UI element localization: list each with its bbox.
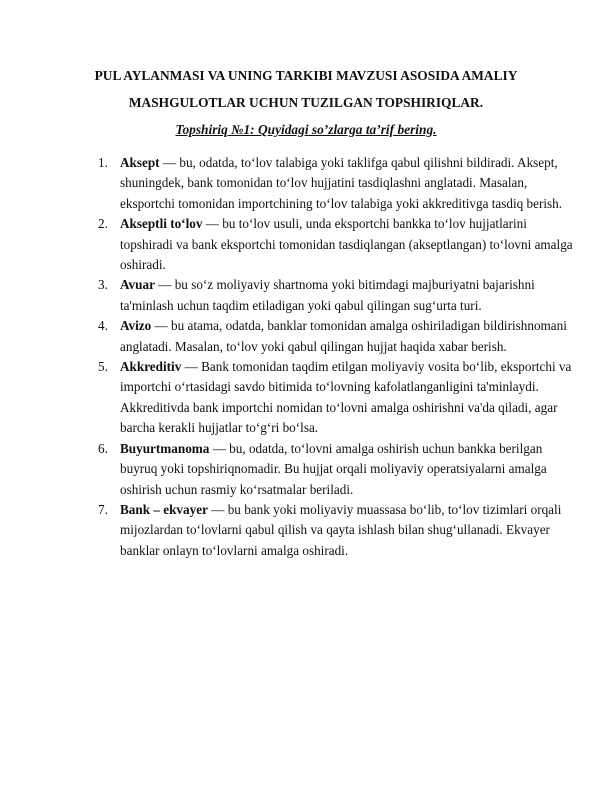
task-heading: Topshiriq №1: Quyidagi so’zlarga ta’rif bering. [175,122,437,137]
list-item [98,357,580,439]
item-term: Avizo [120,318,152,334]
item-term: Bank – ekvayer [120,501,208,517]
item-term: Avuar [120,277,155,293]
item-definition: — bu, odatda, to‘lovni amalga oshirish uchun bankka berilgan buyruq yoki topshiriqnomadir. Bu hujjat orqali moliyaviy operatsiyalarni amalga oshirish uchun rasmiy ko‘rsatmalar beriladi. [120,440,547,497]
item-number: 7. [98,501,108,517]
item-number: 3. [98,277,108,293]
item-number: 6. [98,440,108,456]
list-item [98,275,580,316]
item-definition: — bu atama, odatda, banklar tomonidan amalga oshiriladigan bildirishnomani anglatadi. Masalan, to‘lov yoki qabul qilingan hujjat haqida xabar berish. [120,318,567,354]
item-definition: — bu so‘z moliyaviy shartnoma yoki bitimdagi majburiyatni bajarishni ta'minlash uchun taqdim etiladigan yoki qabul qilingan sug‘urta turi. [120,277,535,313]
item-definition: — Bank tomonidan taqdim etilgan moliyaviy vosita bo‘lib, eksportchi va importchi o‘rtasidagi savdo bitimida to‘lovning kafolatlanganligini ta'minlaydi. Akkreditivda bank importchi nomidan to‘lovni amalga oshirishni va'da qiladi, agar barcha kerakli hujjatlar to‘g‘ri bo‘lsa. [120,359,572,436]
item-term: Aksept [120,155,160,170]
list-item [98,214,580,275]
list-item [98,500,580,561]
list-item [98,439,580,500]
document-title: PUL AYLANMASI VA UNING TARKIBI MAVZUSI ASOSIDA AMALIY MASHGULOTLAR UCHUN TUZILGAN TOPSHIRIQLAR. [94,68,518,110]
definitions-list [98,153,580,561]
item-number: 5. [98,359,108,375]
item-number: 2. [98,216,108,232]
item-definition: — bu, odatda, to‘lov talabiga yoki taklifga qabul qilishni bildiradi. Aksept, shuningdek, bank tomonidan to‘lov hujjatini tasdiqlashni anglatadi. Masalan, eksportchi tomonidan importchining to‘lov talabiga yoki akkreditivga tasdiq berish. [120,155,563,211]
item-term: Akseptli to‘lov [120,216,203,232]
item-term: Buyurtmanoma [120,440,210,456]
item-number: 4. [98,318,108,334]
item-definition: — bu bank yoki moliyaviy muassasa bo‘lib, to‘lov tizimlari orqali mijozlardan to‘lovlarni qabul qilish va qayta ishlash bilan shug‘ullanadi. Ekvayer banklar onlayn to‘lovlarni amalga oshiradi. [120,501,562,558]
item-definition: — bu to‘lov usuli, unda eksportchi bankka to‘lov hujjatlarini topshiradi va bank eksportchi tomonidan tasdiqlangan (akseptlangan) to‘lovni amalga oshiradi. [120,216,573,273]
list-item [98,153,580,214]
item-term: Akkreditiv [120,359,182,375]
item-number: 1. [98,155,108,170]
list-item [98,316,580,357]
